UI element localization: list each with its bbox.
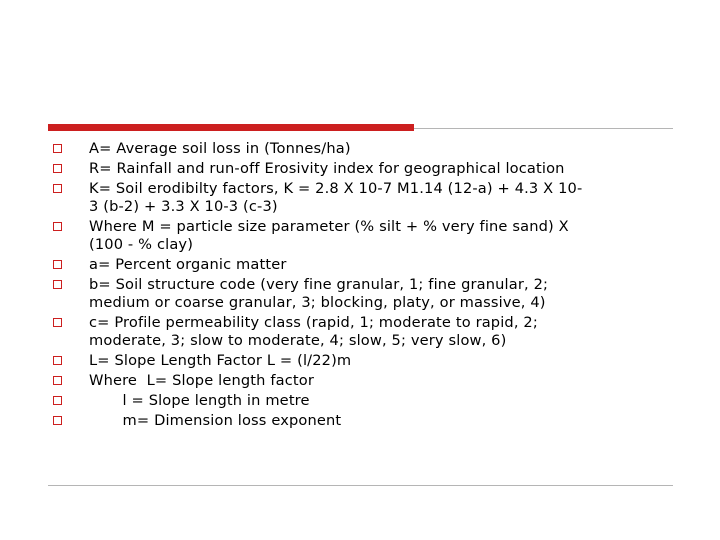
square-bullet-icon: [53, 396, 62, 405]
bullet-item-permeability: [53, 314, 673, 350]
bullet-item-structure: [53, 276, 673, 312]
bullet-item-l-metre: [53, 392, 673, 410]
bullet-text: c= Profile permeability class (rapid, 1; moderate to rapid, 2; moderate, 3; slow to moderate, 4; slow, 5; very slow, 6): [89, 314, 538, 349]
bullet-list: [53, 140, 673, 432]
bullet-text: L= Slope Length Factor L = (l/22)m: [89, 352, 352, 369]
bullet-text: Where L= Slope length factor: [89, 372, 314, 389]
bottom-divider: [48, 485, 673, 486]
top-accent-bar: [48, 124, 414, 131]
bullet-text: m= Dimension loss exponent: [89, 412, 342, 429]
square-bullet-icon: [53, 356, 62, 365]
bullet-item-k: [53, 180, 673, 216]
bullet-text: K= Soil erodibilty factors, K = 2.8 X 10-7 M1.14 (12-a) + 4.3 X 10- 3 (b-2) + 3.3 X 10-3 (c-3): [89, 180, 583, 215]
bullet-item-m-exponent: [53, 412, 673, 430]
bullet-text: Where M = particle size parameter (% silt + % very fine sand) X (100 - % clay): [89, 218, 569, 253]
square-bullet-icon: [53, 144, 62, 153]
square-bullet-icon: [53, 260, 62, 269]
bullet-item-r: [53, 160, 673, 178]
bullet-item-a: [53, 140, 673, 158]
square-bullet-icon: [53, 416, 62, 425]
bullet-text: A= Average soil loss in (Tonnes/ha): [89, 140, 351, 157]
square-bullet-icon: [53, 318, 62, 327]
bullet-text: a= Percent organic matter: [89, 256, 287, 273]
bullet-text: l = Slope length in metre: [89, 392, 310, 409]
bullet-item-organic: [53, 256, 673, 274]
bullet-item-m: [53, 218, 673, 254]
square-bullet-icon: [53, 164, 62, 173]
bullet-text: b= Soil structure code (very fine granular, 1; fine granular, 2; medium or coarse granular, 3; blocking, platy, or massive, 4): [89, 276, 549, 311]
square-bullet-icon: [53, 280, 62, 289]
square-bullet-icon: [53, 222, 62, 231]
square-bullet-icon: [53, 376, 62, 385]
bullet-item-slope-length: [53, 352, 673, 370]
bullet-item-where-l: [53, 372, 673, 390]
square-bullet-icon: [53, 184, 62, 193]
bullet-text: R= Rainfall and run-off Erosivity index for geographical location: [89, 160, 565, 177]
